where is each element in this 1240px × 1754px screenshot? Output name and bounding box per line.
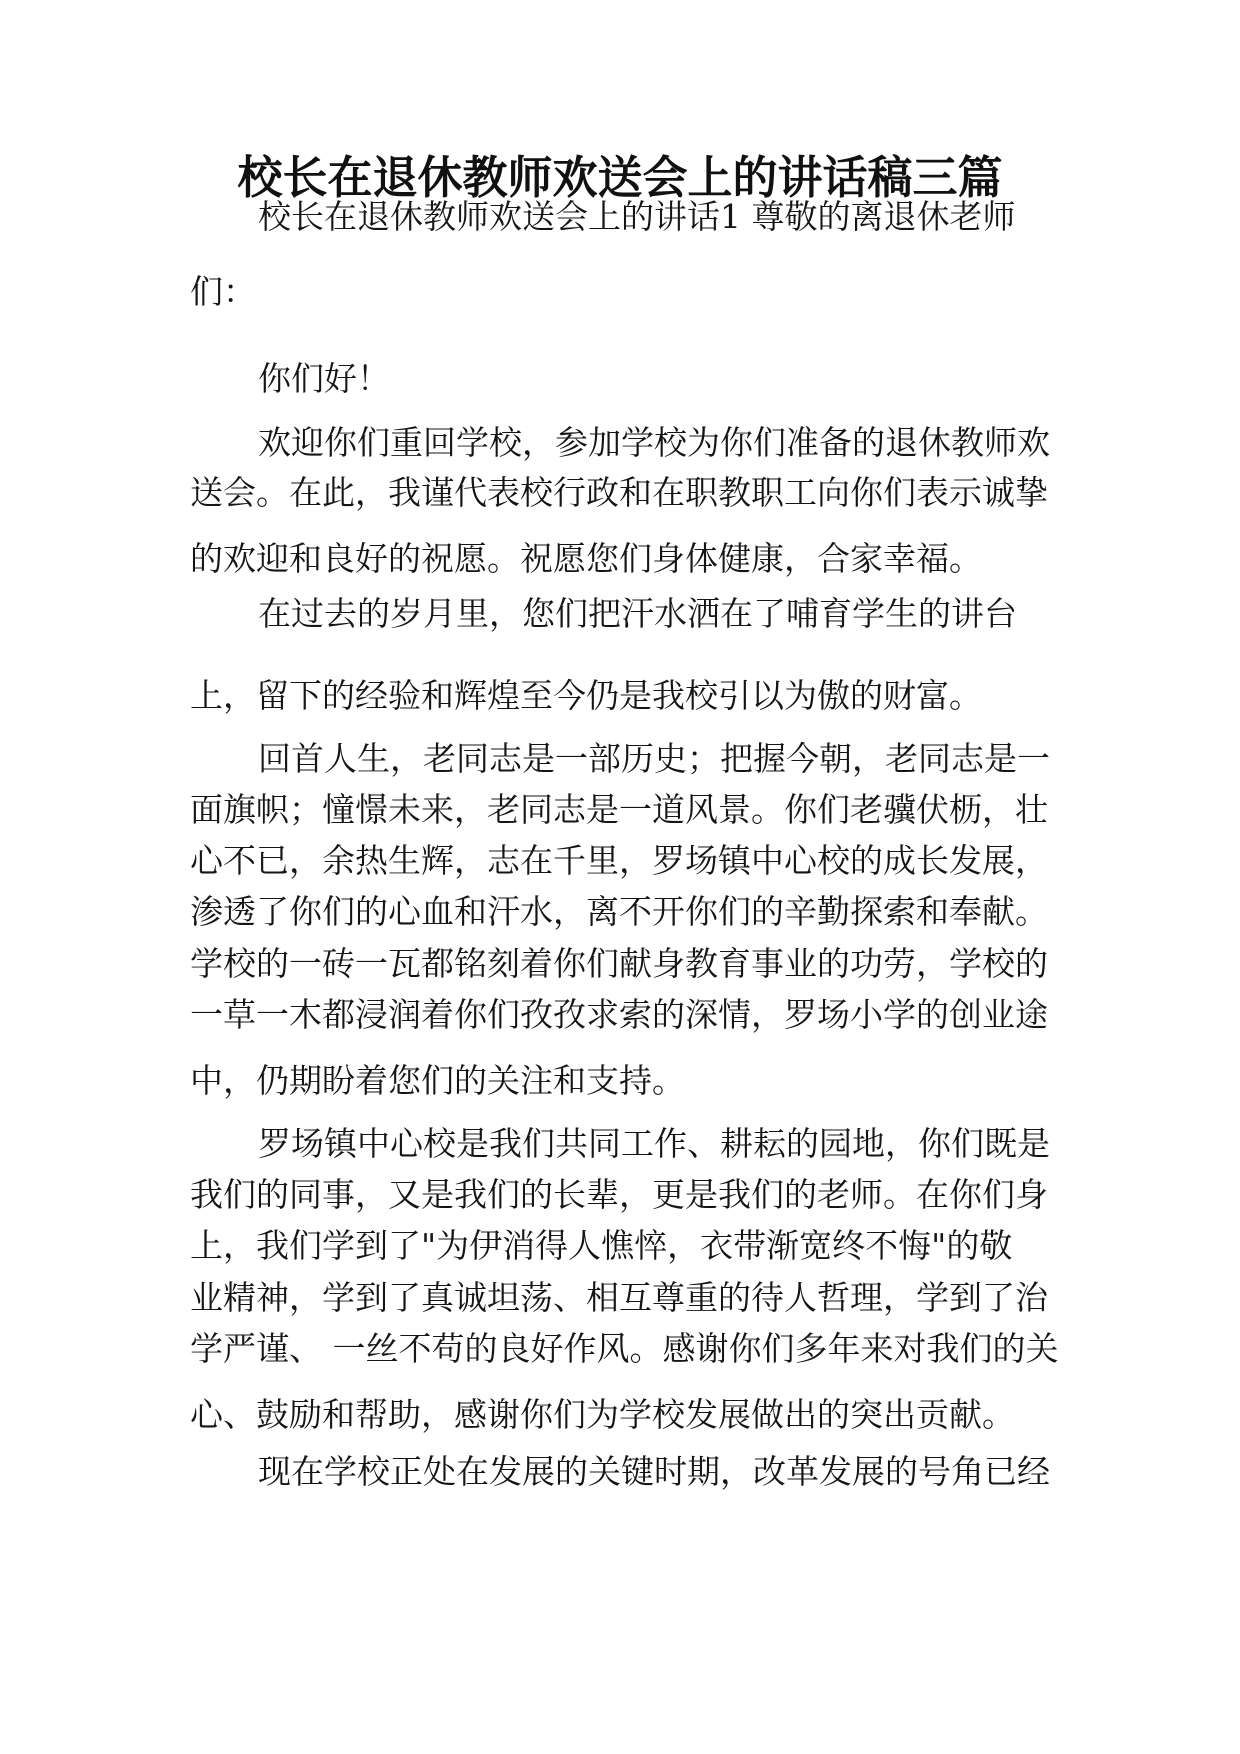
body-line: 的欢迎和良好的祝愿。祝愿您们身体健康，合家幸福。 — [190, 539, 982, 578]
body-line: 渗透了你们的心血和汗水，离不开你们的辛勤探索和奉献。 — [190, 892, 1048, 931]
body-line: 送会。在此，我谨代表校行政和在职教职工向你们表示诚挚 — [190, 473, 1048, 512]
body-line: 心、鼓励和帮助，感谢你们为学校发展做出的突出贡献。 — [190, 1395, 1015, 1434]
body-line: 中，仍期盼着您们的关注和支持。 — [190, 1061, 685, 1100]
body-line: 在过去的岁月里，您们把汗水洒在了哺育学生的讲台 — [258, 594, 1017, 633]
body-line: 回首人生，老同志是一部历史；把握今朝，老同志是一 — [258, 739, 1050, 778]
body-line: 现在学校正处在发展的关键时期，改革发展的号角已经 — [258, 1452, 1050, 1491]
body-line: 罗场镇中心校是我们共同工作、耕耘的园地，你们既是 — [258, 1124, 1050, 1163]
body-line: 欢迎你们重回学校，参加学校为你们准备的退休教师欢 — [258, 423, 1050, 462]
body-line: 心不已，余热生辉，志在千里，罗场镇中心校的成长发展， — [190, 841, 1048, 880]
body-line: 我们的同事，又是我们的长辈，更是我们的老师。在你们身 — [190, 1175, 1048, 1214]
body-line: 校长在退休教师欢送会上的讲话1 尊敬的离退休老师 — [258, 197, 1016, 236]
body-line: 你们好！ — [258, 359, 390, 398]
body-line: 面旗帜；憧憬未来，老同志是一道风景。你们老骥伏枥，壮 — [190, 790, 1048, 829]
body-line: 上，留下的经验和辉煌至今仍是我校引以为傲的财富。 — [190, 676, 982, 715]
body-line: 上，我们学到了"为伊消得人憔悴，衣带渐宽终不悔"的敬 — [190, 1226, 1013, 1265]
body-line: 们： — [190, 272, 256, 311]
body-line: 业精神，学到了真诚坦荡、相互尊重的待人哲理，学到了治 — [190, 1278, 1048, 1317]
body-line: 学校的一砖一瓦都铭刻着你们献身教育事业的功劳，学校的 — [190, 944, 1048, 983]
body-line: 一草一木都浸润着你们孜孜求索的深情，罗场小学的创业途 — [190, 995, 1048, 1034]
document-title: 校长在退休教师欢送会上的讲话稿三篇 — [237, 151, 1003, 204]
body-line: 学严谨、 一丝不苟的良好作风。感谢你们多年来对我们的关 — [190, 1329, 1059, 1368]
